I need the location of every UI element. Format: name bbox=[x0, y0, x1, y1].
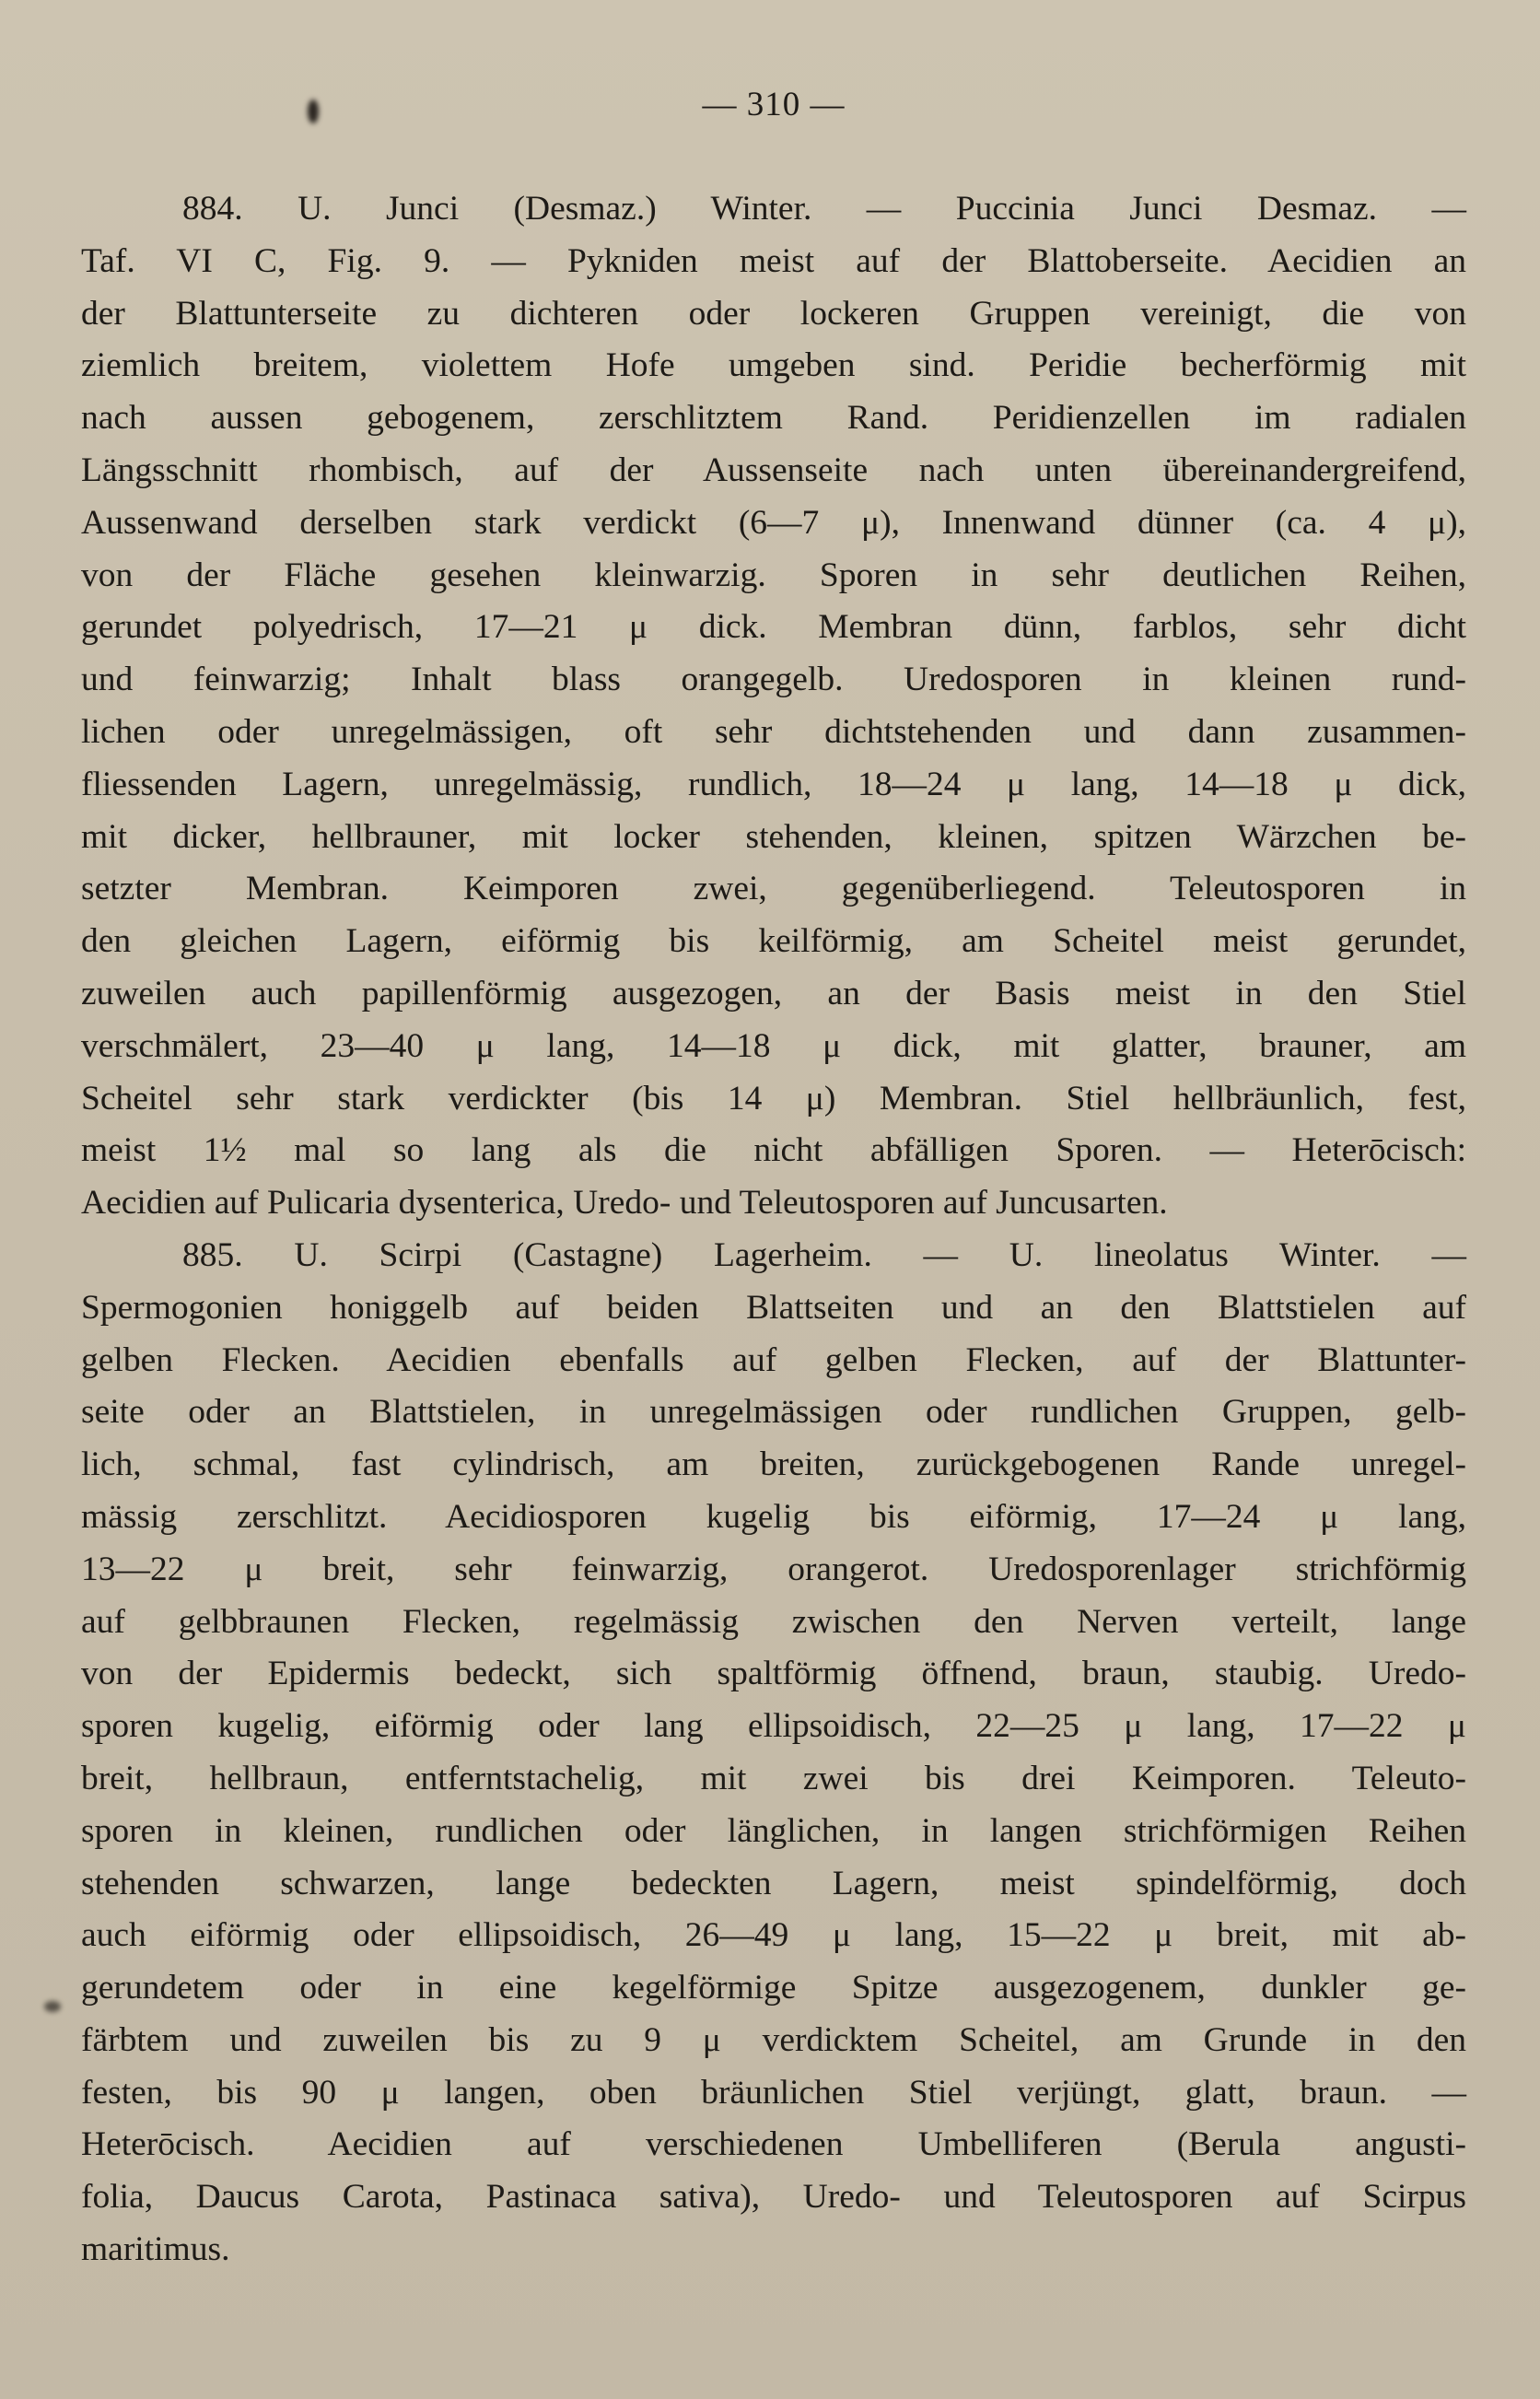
text-line: von der Fläche gesehen kleinwarzig. Sporen in sehr deutlichen Reihen, bbox=[81, 556, 1466, 594]
text-line: verschmälert, 23—40 μ lang, 14—18 μ dick, mit glatter, brauner, am bbox=[81, 1026, 1466, 1065]
text-line: mit dicker, hellbrauner, mit locker stehenden, kleinen, spitzen Wärzchen be- bbox=[81, 817, 1466, 856]
text-line: und feinwarzig; Inhalt blass orangegelb. Uredosporen in kleinen rund- bbox=[81, 661, 1466, 699]
text-line: auch eiförmig oder ellipsoidisch, 26—49 μ lang, 15—22 μ breit, mit ab- bbox=[81, 1916, 1466, 1955]
entry-885 bbox=[81, 1230, 1466, 2276]
entry-884 bbox=[81, 183, 1466, 1230]
text-line: setzter Membran. Keimporen zwei, gegenüberliegend. Teleutosporen in bbox=[81, 870, 1466, 908]
text-line: 885. U. Scirpi (Castagne) Lagerheim. — U. lineolatus Winter. — bbox=[182, 1235, 1466, 1274]
text-line: Aecidien auf Pulicaria dysenterica, Uredo- und Teleutosporen auf Juncusarten. bbox=[81, 1184, 1168, 1223]
text-line: von der Epidermis bedeckt, sich spaltförmig öffnend, braun, staubig. Uredo- bbox=[81, 1655, 1466, 1693]
text-line: gelben Flecken. Aecidien ebenfalls auf gelben Flecken, auf der Blattunter- bbox=[81, 1340, 1466, 1379]
text-line: 13—22 μ breit, sehr feinwarzig, orangerot. Uredosporenlager strichförmig bbox=[81, 1550, 1466, 1588]
text-line: nach aussen gebogenem, zerschlitztem Rand. Peridienzellen im radialen bbox=[81, 399, 1466, 438]
ink-smudge bbox=[44, 2001, 61, 2012]
text-line: seite oder an Blattstielen, in unregelmässigen oder rundlichen Gruppen, gelb- bbox=[81, 1393, 1466, 1432]
text-line: meist 1½ mal so lang als die nicht abfälligen Sporen. — Heterōcisch: bbox=[81, 1131, 1466, 1170]
text-line: Heterōcisch. Aecidien auf verschiedenen Umbelliferen (Berula angusti- bbox=[81, 2125, 1466, 2164]
text-line: 884. U. Junci (Desmaz.) Winter. — Puccinia Junci Desmaz. — bbox=[182, 190, 1466, 228]
text-line: färbtem und zuweilen bis zu 9 μ verdicktem Scheitel, am Grunde in den bbox=[81, 2020, 1466, 2059]
text-line: auf gelbbraunen Flecken, regelmässig zwischen den Nerven verteilt, lange bbox=[81, 1602, 1466, 1641]
text-line: sporen kugelig, eiförmig oder lang ellipsoidisch, 22—25 μ lang, 17—22 μ bbox=[81, 1707, 1466, 1746]
text-line: breit, hellbraun, entferntstachelig, mit zwei bis drei Keimporen. Teleuto- bbox=[81, 1759, 1466, 1797]
text-line: lich, schmal, fast cylindrisch, am breiten, zurückgebogenen Rande unregel- bbox=[81, 1445, 1466, 1484]
text-line: sporen in kleinen, rundlichen oder länglichen, in langen strichförmigen Reihen bbox=[81, 1811, 1466, 1850]
text-line: lichen oder unregelmässigen, oft sehr dichtstehenden und dann zusammen- bbox=[81, 712, 1466, 751]
text-line: gerundetem oder in eine kegelförmige Spitze ausgezogenem, dunkler ge- bbox=[81, 1969, 1466, 2007]
text-line: fliessenden Lagern, unregelmässig, rundlich, 18—24 μ lang, 14—18 μ dick, bbox=[81, 765, 1466, 803]
text-line: folia, Daucus Carota, Pastinaca sativa), Uredo- und Teleutosporen auf Scirpus bbox=[81, 2178, 1466, 2217]
text-line: Taf. VI C, Fig. 9. — Pykniden meist auf der Blattoberseite. Aecidien an bbox=[81, 241, 1466, 280]
text-line: Scheitel sehr stark verdickter (bis 14 μ) Membran. Stiel hellbräunlich, fest, bbox=[81, 1079, 1466, 1118]
text-line: der Blattunterseite zu dichteren oder lockeren Gruppen vereinigt, die von bbox=[81, 294, 1466, 333]
text-line: maritimus. bbox=[81, 2230, 230, 2269]
text-line: zuweilen auch papillenförmig ausgezogen, an der Basis meist in den Stiel bbox=[81, 974, 1466, 1012]
text-line: gerundet polyedrisch, 17—21 μ dick. Membran dünn, farblos, sehr dicht bbox=[81, 608, 1466, 647]
text-line: mässig zerschlitzt. Aecidiosporen kugelig bis eiförmig, 17—24 μ lang, bbox=[81, 1497, 1466, 1536]
text-line: stehenden schwarzen, lange bedeckten Lagern, meist spindelförmig, doch bbox=[81, 1864, 1466, 1902]
text-line: Längsschnitt rhombisch, auf der Aussenseite nach unten übereinandergreifend, bbox=[81, 451, 1466, 489]
page-number: — 310 — bbox=[702, 86, 846, 123]
ink-smudge bbox=[308, 99, 319, 123]
text-line: den gleichen Lagern, eiförmig bis keilförmig, am Scheitel meist gerundet, bbox=[81, 922, 1466, 961]
text-line: Spermogonien honiggelb auf beiden Blattseiten und an den Blattstielen auf bbox=[81, 1288, 1466, 1327]
text-line: Aussenwand derselben stark verdickt (6—7 μ), Innenwand dünner (ca. 4 μ), bbox=[81, 503, 1466, 542]
text-line: festen, bis 90 μ langen, oben bräunlichen Stiel verjüngt, glatt, braun. — bbox=[81, 2073, 1466, 2112]
text-line: ziemlich breitem, violettem Hofe umgeben sind. Peridie becherförmig mit bbox=[81, 346, 1466, 385]
